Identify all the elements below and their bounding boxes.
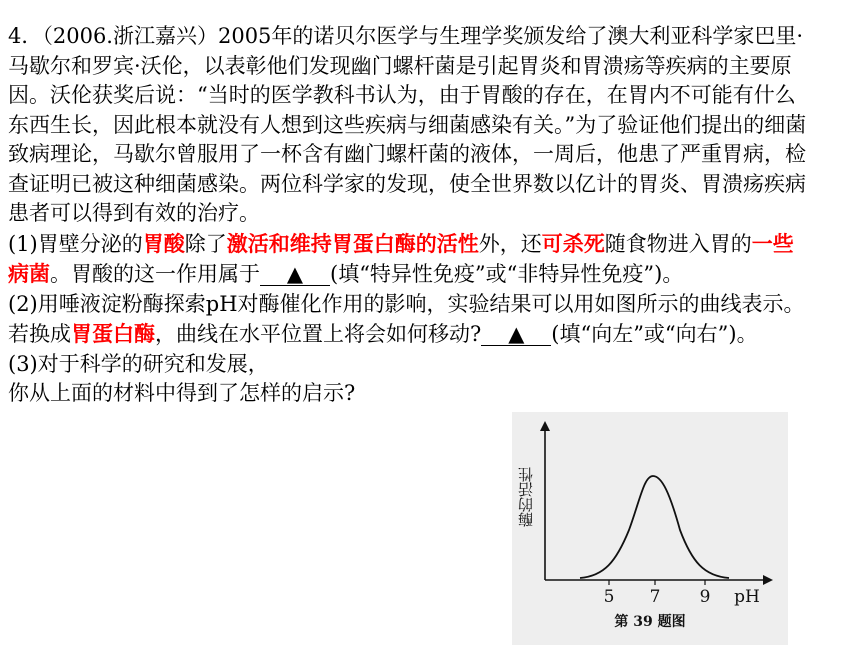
q1-text-1: (1)胃壁分泌的 <box>8 231 143 256</box>
enzyme-activity-figure <box>512 412 788 645</box>
x-tick-label-7: 7 <box>649 587 661 607</box>
activity-curve <box>580 476 729 578</box>
highlight-stomach-acid: 胃酸 <box>142 230 185 256</box>
x-axis-label: pH <box>734 587 760 607</box>
y-axis-label: 酶的活性 <box>517 467 535 527</box>
x-tick-label-5: 5 <box>603 587 615 607</box>
highlight-can-kill: 可杀死 <box>541 230 605 256</box>
highlight-activate-pepsin: 激活和维持胃蛋白酶的活性 <box>226 230 479 256</box>
q1-text-4: 随食物进入胃的 <box>604 231 752 256</box>
q1-text-2: 除了 <box>184 231 227 256</box>
enzyme-activity-chart <box>512 412 788 645</box>
highlight-pepsin: 胃蛋白酶 <box>71 321 155 346</box>
sub-question-3-line-1: (3)对于科学的研究和发展， <box>8 351 269 376</box>
q1-text-3: 外，还 <box>478 231 542 256</box>
q1-text-6: (填“特异性免疫”或“非特异性免疫”)。 <box>330 262 684 286</box>
q2-text-1: (2)用唾液淀粉酶探索pH对酶催化作用的影响，实验结果可以用如图所示的曲线表示。若换成 <box>8 291 805 346</box>
question-intro: 4．（2006.浙江嘉兴）2005年的诺贝尔医学与生理学奖颁发给了澳大利亚科学家巴里·马歇尔和罗宾·沃伦，以表彰他们发现幽门螺杆菌是引起胃炎和胃溃疡等疾病的主要原因。沃伦获奖后说：“当时的医学教科书认为，由于胃酸的存在，在胃内不可能有什么东西生长，因此根本就没有人想到这些疾病与细菌感染有关。”为了验证他们提出的细菌致病理论，马歇尔曾服用了一杯含有幽门螺杆菌的液体，一周后，他患了严重胃病，检查证明已被这种细菌感染。两位科学家的发现，使全世界数以亿计的胃炎、胃溃疡疾病患者可以得到有效的治疗。 <box>8 24 807 225</box>
answer-blank-2[interactable]: ▲ <box>481 323 551 346</box>
sub-question-3-line-2: 你从上面的材料中得到了怎样的启示? <box>8 381 356 405</box>
highlight-some-germs: 一些病菌 <box>8 230 794 286</box>
q1-text-5: 。胃酸的这一作用属于 <box>50 262 260 286</box>
answer-blank-1[interactable]: ▲ <box>260 263 330 286</box>
q2-text-3: (填“向左”或“向右”)。 <box>551 322 758 346</box>
question-block <box>8 22 808 409</box>
figure-caption: 第 39 题图 <box>614 614 686 630</box>
sub-question-1 <box>8 229 808 290</box>
x-tick-label-9: 9 <box>699 587 711 607</box>
sub-question-2 <box>8 290 808 350</box>
q2-text-2: ，曲线在水平位置上将会如何移动? <box>155 322 482 346</box>
